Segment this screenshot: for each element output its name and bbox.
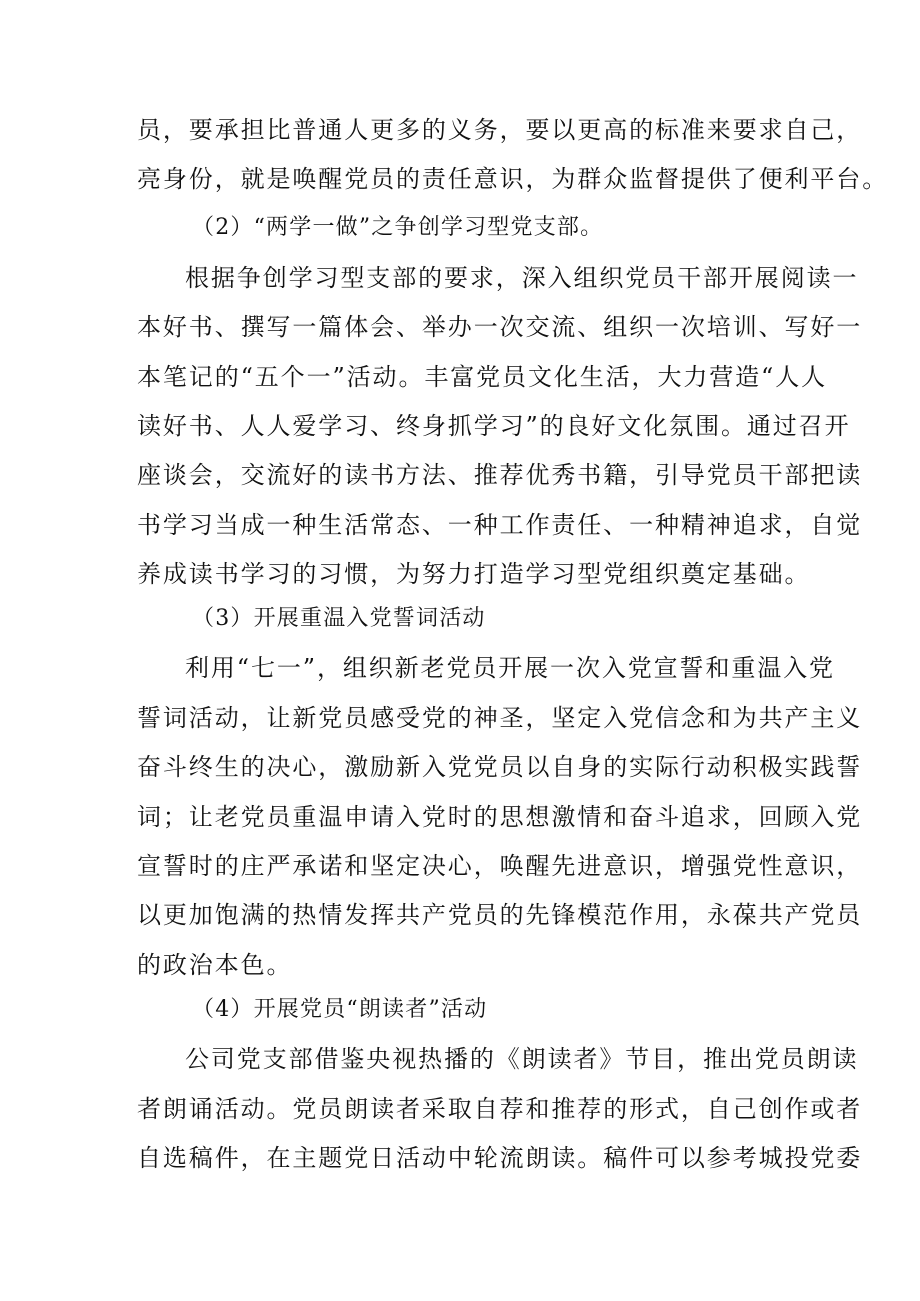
body-line: 读好书、人人爱学习、终身抓学习”的良好文化氛围。通过召开 xyxy=(137,412,851,440)
body-line: 本好书、撰写一篇体会、举办一次交流、组织一次培训、写好一 xyxy=(137,313,863,341)
body-line: 员，要承担比普通人更多的义务，要以更高的标准来要求自己， xyxy=(137,116,863,144)
body-line: 词；让老党员重温申请入党时的思想激情和奋斗追求，回顾入党 xyxy=(137,803,863,831)
body-line: 自选稿件，在主题党日活动中轮流朗读。稿件可以参考城投党委 xyxy=(137,1144,863,1172)
section-heading-4: （4）开展党员“朗读者”活动 xyxy=(192,997,488,1022)
body-line: 的政治本色。 xyxy=(137,951,293,979)
body-line: 养成读书学习的习惯，为努力打造学习型党组织奠定基础。 xyxy=(137,560,811,588)
section-heading-2: （2）“两学一做”之争创学习型党支部。 xyxy=(192,215,604,240)
body-line: 亮身份，就是唤醒党员的责任意识，为群众监督提供了便利平台。 xyxy=(137,165,889,193)
paragraph-first-line: 根据争创学习型支部的要求，深入组织党员干部开展阅读一 xyxy=(185,264,859,292)
body-line: 奋斗终生的决心，激励新入党党员以自身的实际行动积极实践誓 xyxy=(137,753,863,781)
body-line: 以更加饱满的热情发挥共产党员的先锋模范作用，永葆共产党员 xyxy=(137,901,863,929)
body-line: 宣誓时的庄严承诺和坚定决心，唤醒先进意识，增强党性意识， xyxy=(137,852,863,880)
body-line: 本笔记的“五个一”活动。丰富党员文化生活，大力营造“人人 xyxy=(137,363,828,391)
paragraph-first-line: 公司党支部借鉴央视热播的《朗读者》节目，推出党员朗读 xyxy=(185,1045,859,1073)
body-line: 者朗诵活动。党员朗读者采取自荐和推荐的形式，自己创作或者 xyxy=(137,1095,863,1123)
paragraph-first-line: 利用“七一”，组织新老党员开展一次入党宣誓和重温入党 xyxy=(185,654,835,682)
section-heading-3: （3）开展重温入党誓词活动 xyxy=(192,606,486,631)
body-line: 誓词活动，让新党员感受党的神圣，坚定入党信念和为共产主义 xyxy=(137,704,863,732)
body-line: 书学习当成一种生活常态、一种工作责任、一种精神追求，自觉 xyxy=(137,511,863,539)
body-line: 座谈会，交流好的读书方法、推荐优秀书籍，引导党员干部把读 xyxy=(137,461,863,489)
